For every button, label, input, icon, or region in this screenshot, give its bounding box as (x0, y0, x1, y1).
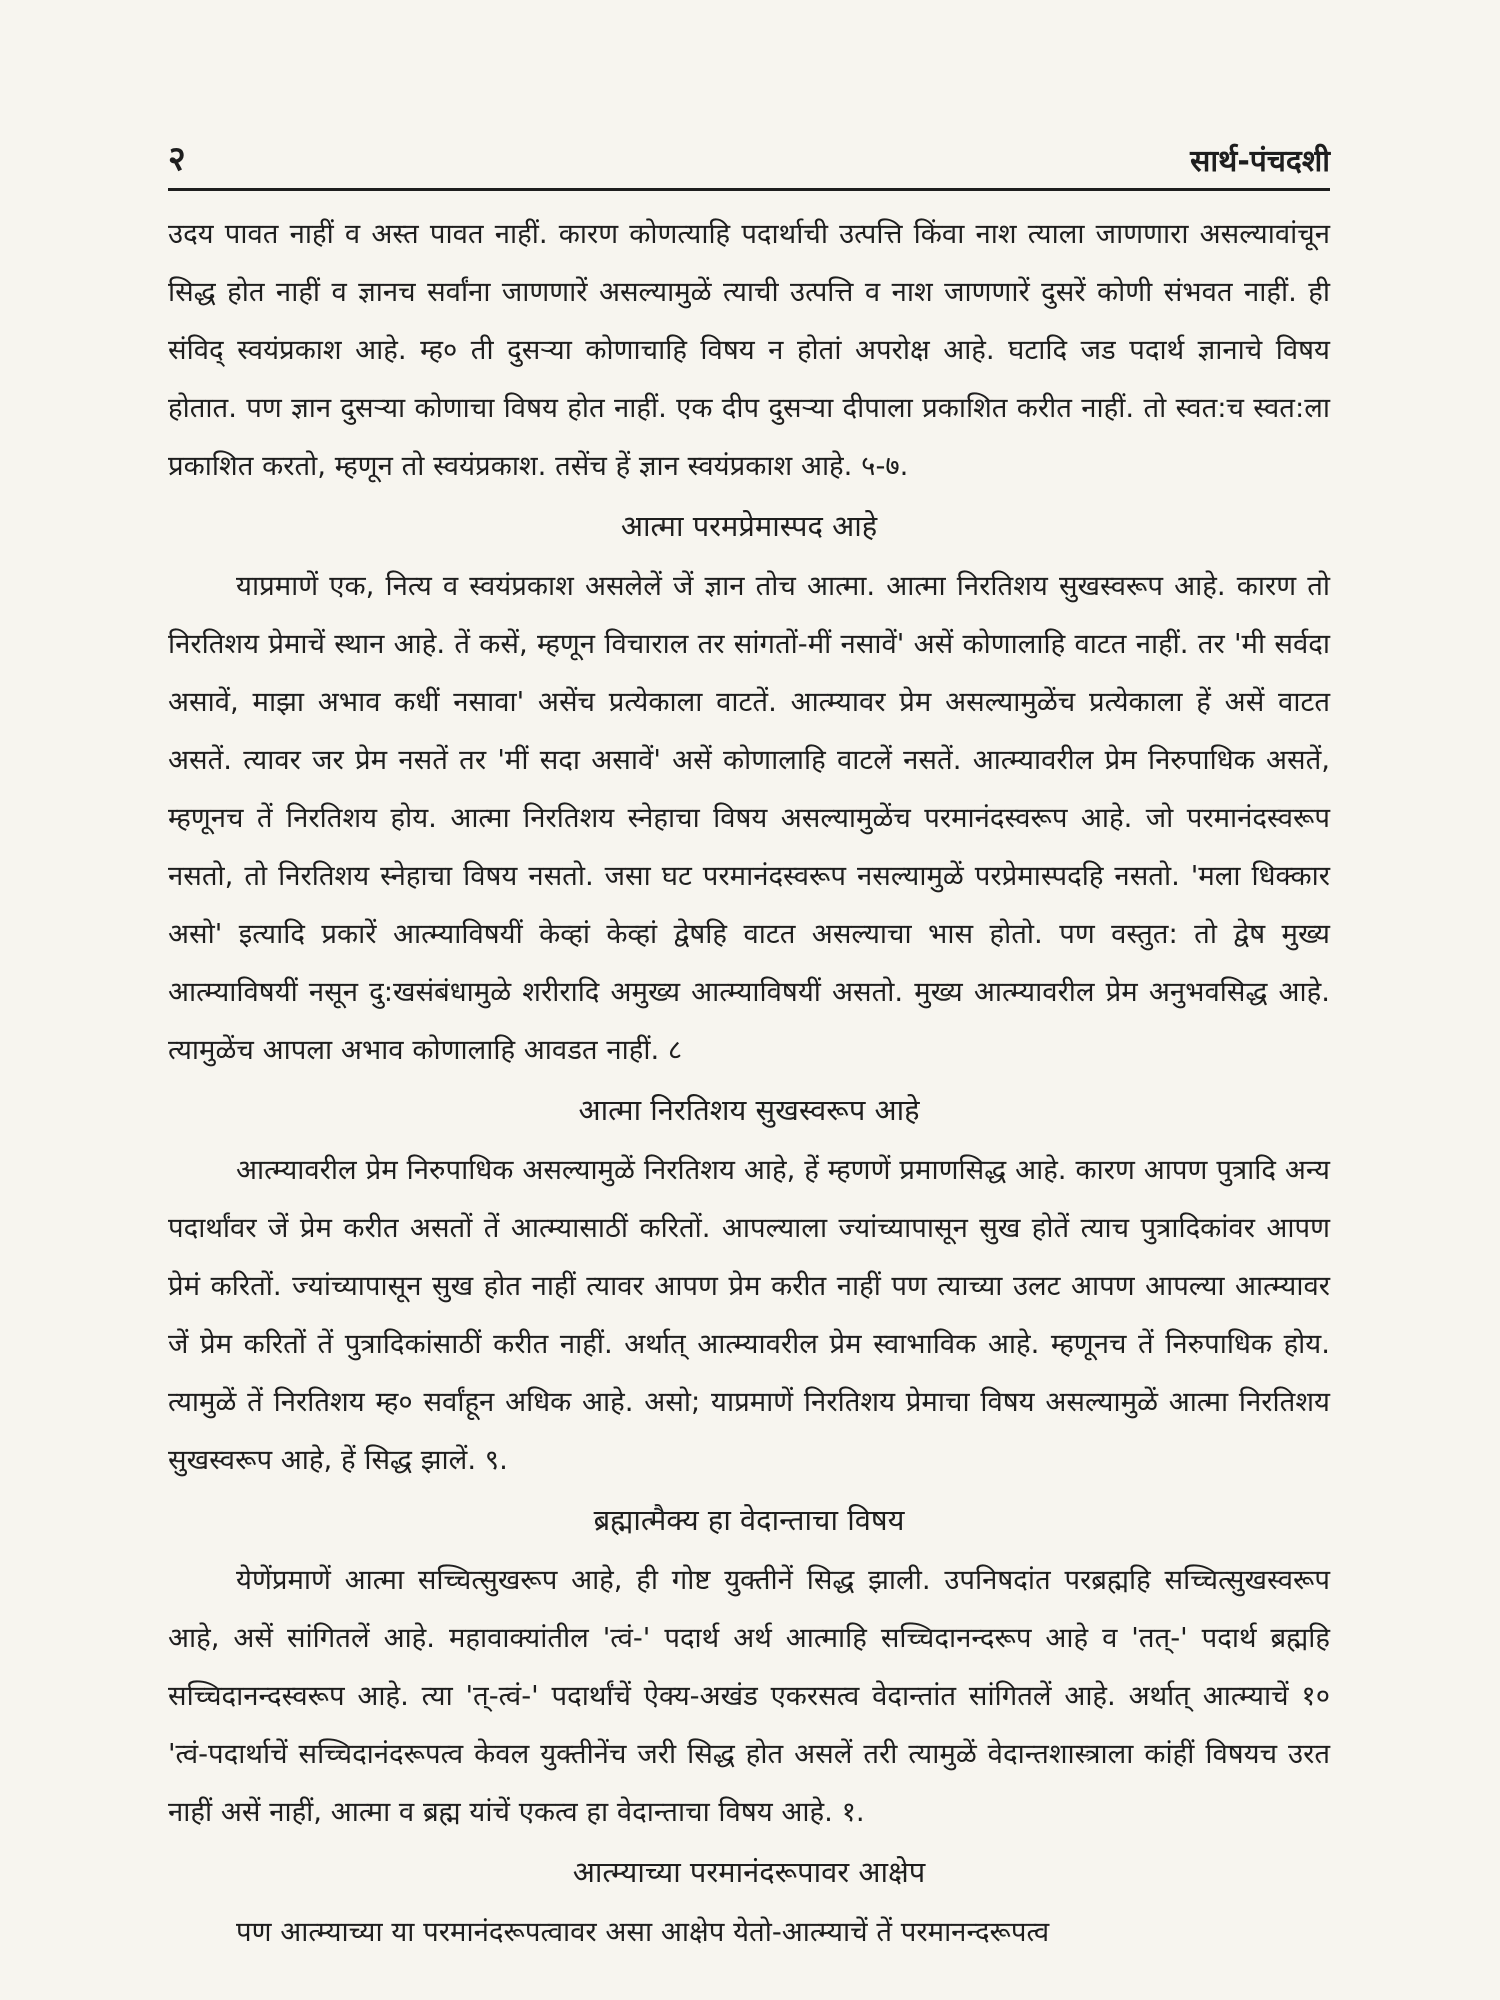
paragraph-brahma-atma: येणेंप्रमाणें आत्मा सच्चित्सुखरूप आहे, ही गोष्ट युक्तीनें सिद्ध झाली. उपनिषदांत परब्रह्महि सच्चित्सुखस्वरूप आहे, असें सांगितलें आहे. महावाक्यांतील 'त्वं-' पदार्थ अर्थ आत्माहि सच्चिदानन्दरूप आहे व 'तत्-' पदार्थ ब्रह्महि सच्चिदानन्दस्वरूप आहे. त्या 'त्-त्वं-' पदार्थांचें ऐक्य-अखंड एकरसत्व वेदान्तांत सांगितलें आहे. अर्थात् आत्म्याचें १० 'त्वं-पदार्थाचें सच्चिदानंदरूपत्व केवल युक्तीनेंच जरी सिद्ध होत असलें तरी त्यामुळें वेदान्तशास्त्राला कांहीं विषयच उरत नाहीं असें नाहीं, आत्मा व ब्रह्म यांचें एकत्व हा वेदान्ताचा विषय आहे. १. (168, 1564, 1330, 1828)
paragraph-intro: उदय पावत नाहीं व अस्त पावत नाहीं. कारण कोणत्याहि पदार्थाची उत्पत्ति किंवा नाश त्याला जाणणारा असल्यावांचून सिद्ध होत नाहीं व ज्ञानच सर्वांना जाणणारें असल्यामुळें त्याची उत्पत्ति व नाश जाणणारें दुसरें कोणी संभवत नाहीं. ही संविद् स्वयंप्रकाश आहे. म्ह० ती दुसऱ्या कोणाचाहि विषय न होतां अपरोक्ष आहे. घटादि जड पदार्थ ज्ञानाचे विषय होतात. पण ज्ञान दुसऱ्या कोणाचा विषय होत नाहीं. एक दीप दुसऱ्या दीपाला प्रकाशित करीत नाहीं. तो स्वत:च स्वत:ला प्रकाशित करतो, म्हणून तो स्वयंप्रकाश. तसेंच हें ज्ञान स्वयंप्रकाश आहे. ५-७. (168, 218, 1330, 482)
paragraph-atma-love: याप्रमाणें एक, नित्य व स्वयंप्रकाश असलेलें जें ज्ञान तोच आत्मा. आत्मा निरतिशय सुखस्वरूप आहे. कारण तो निरतिशय प्रेमाचें स्थान आहे. तें कसें, म्हणून विचाराल तर सांगतों-मीं नसावें' असें कोणालाहि वाटत नाहीं. तर 'मी सर्वदा असावें, माझा अभाव कधीं नसावा' असेंच प्रत्येकाला वाटतें. आत्म्यावर प्रेम असल्यामुळेंच प्रत्येकाला हें असें वाटत असतें. त्यावर जर प्रेम नसतें तर 'मीं सदा असावें' असें कोणालाहि वाटलें नसतें. आत्म्यावरील प्रेम निरुपाधिक असतें, म्हणूनच तें निरतिशय होय. आत्मा निरतिशय स्नेहाचा विषय असल्यामुळेंच परमानंदस्वरूप आहे. जो परमानंदस्वरूप नसतो, तो निरतिशय स्नेहाचा विषय नसतो. जसा घट परमानंदस्वरूप नसल्यामुळें परप्रेमास्पदहि नसतो. 'मला धिक्कार असो' इत्यादि प्रकारें आत्म्याविषयीं केव्हां केव्हां द्वेषहि वाटत असल्याचा भास होतो. पण वस्तुत: तो द्वेष मुख्य आत्म्याविषयीं नसून दु:खसंबंधामुळे शरीरादि अमुख्य आत्म्याविषयीं असतो. मुख्य आत्म्यावरील प्रेम अनुभवसिद्ध आहे. त्यामुळेंच आपला अभाव कोणालाहि आवडत नाहीं. ८ (168, 570, 1330, 1066)
paragraph-objection: पण आत्म्याच्या या परमानंदरूपत्वावर असा आक्षेप येतो-आत्म्याचें तें परमानन्दरूपत्व (236, 1916, 1050, 1948)
book-title: सार्थ-पंचदशी (1190, 144, 1330, 179)
section-heading: आत्म्याच्या परमानंदरूपावर आक्षेप (572, 1855, 926, 1889)
page-number: २ (168, 139, 186, 179)
paragraph-atma-bliss: आत्म्यावरील प्रेम निरुपाधिक असल्यामुळें निरतिशय आहे, हें म्हणणें प्रमाणसिद्ध आहे. कारण आपण पुत्रादि अन्य पदार्थांवर जें प्रेम करीत असतों तें आत्म्यासाठीं करितों. आपल्याला ज्यांच्यापासून सुख होतें त्याच पुत्रादिकांवर आपण प्रेमं करितों. ज्यांच्यापासून सुख होत नाहीं त्यावर आपण प्रेम करीत नाहीं पण त्याच्या उलट आपण आपल्या आत्म्यावर जें प्रेम करितों तें पुत्रादिकांसाठीं करीत नाहीं. अर्थात् आत्म्यावरील प्रेम स्वाभाविक आहे. म्हणूनच तें निरुपाधिक होय. त्यामुळें तें निरतिशय म्ह० सर्वांहून अधिक आहे. असो; याप्रमाणें निरतिशय प्रेमाचा विषय असल्यामुळें आत्मा निरतिशय सुखस्वरूप आहे, हें सिद्ध झालें. ९. (168, 1154, 1330, 1476)
section-heading: ब्रह्मात्मैक्य हा वेदान्ताचा विषय (593, 1503, 905, 1537)
section-heading: आत्मा निरतिशय सुखस्वरूप आहे (578, 1093, 920, 1127)
running-header (168, 130, 1330, 191)
book-page (168, 130, 1330, 1961)
section-heading: आत्मा परमप्रेमास्पद आहे (620, 509, 878, 543)
